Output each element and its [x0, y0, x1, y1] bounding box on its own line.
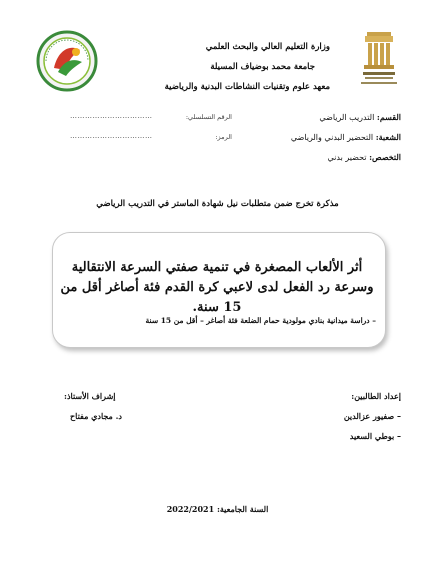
- thesis-purpose: مذكرة تخرج ضمن متطلبات نيل شهادة الماستر في التدريب الرياضي: [96, 199, 339, 209]
- branch-line: [291, 132, 401, 142]
- academic-year-value: 2022/2021: [166, 504, 215, 514]
- specialty-label: التخصص:: [369, 152, 401, 162]
- branch-value: التحضير البدني والرياضي: [290, 133, 374, 142]
- code-dots: ……………………………: [70, 132, 153, 140]
- supervisor-name: د. مجادي مفتاح: [70, 411, 122, 421]
- code-label: الرمز:: [215, 133, 232, 141]
- student-name-1: – صفيور عزالدين: [343, 411, 401, 421]
- institute-logo: [36, 30, 98, 92]
- thesis-subtitle: – دراسة ميدانية بنادي مولودية حمام الضلعة فئة أصاغر – أقل من 15 سنة: [145, 316, 376, 325]
- department-value: التدريب الرياضي: [319, 113, 375, 122]
- institute-name: معهد علوم وتقنيات النشاطات البدنية والرياضية: [164, 82, 330, 92]
- academic-year-label: السنة الجامعية:: [216, 504, 269, 514]
- university-name: جامعة محمد بوضياف المسيلة: [210, 62, 315, 72]
- serial-dots: ……………………………: [70, 112, 153, 120]
- specialty-value: تحضير بدني: [327, 153, 367, 162]
- department-label: القسم:: [376, 112, 401, 122]
- branch-label: الشعبة:: [375, 132, 401, 142]
- serial-label: الرقم التسلسلي:: [185, 113, 232, 121]
- university-logo: [357, 30, 401, 90]
- thesis-title: أثر الألعاب المصغرة في تنمية صفتي السرعة الانتقالية وسرعة رد الفعل لدى لاعبي كرة القدم فئة أصاغر أقل من 15 سنة.: [60, 260, 374, 315]
- supervisor-label: إشراف الأستاذ:: [64, 391, 116, 401]
- specialty-line: [327, 152, 401, 162]
- student-name-2: – بوطي السعيد: [349, 431, 401, 441]
- students-label: إعداد الطالبين:: [351, 391, 401, 401]
- ministry-name: وزارة التعليم العالي والبحث العلمي: [205, 42, 330, 52]
- academic-year: [0, 504, 435, 514]
- department-line: [319, 112, 401, 122]
